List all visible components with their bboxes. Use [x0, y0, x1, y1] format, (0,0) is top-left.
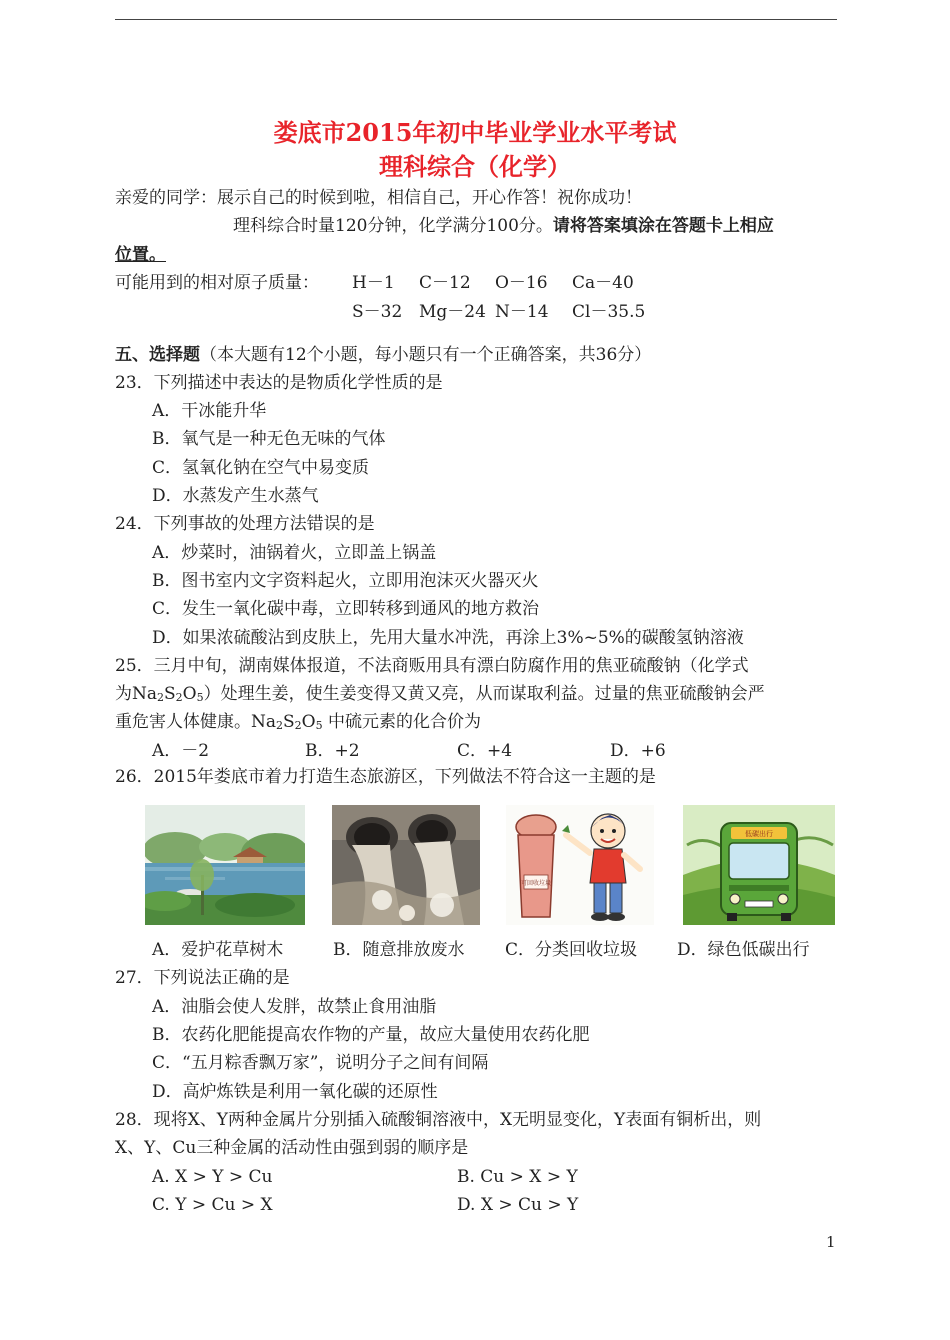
- answer-instruction: 请将答案填涂在答题卡上相应: [552, 216, 774, 236]
- subscript: 2: [157, 691, 165, 704]
- top-rule: [115, 19, 837, 20]
- q28-stem-line2: X、Y、Cu三种金属的活动性由强到弱的顺序是: [115, 1138, 469, 1158]
- q25-text: 重危害人体健康。Na: [115, 712, 277, 732]
- q26-option-c: C．分类回收垃圾: [505, 940, 638, 960]
- q24-option-d: D．如果浓硫酸沾到皮肤上，先用大量水冲洗，再涂上3%~5%的碳酸氢钠溶液: [152, 628, 744, 648]
- q25-text: 为Na: [115, 684, 158, 704]
- q26-stem: 26．2015年娄底市着力打造生态旅游区，下列做法不符合这一主题的是: [115, 767, 656, 787]
- q25-text: O: [182, 684, 197, 704]
- bus-destination-sign: 低碳出行: [745, 830, 773, 838]
- q27-option-a: A．油脂会使人发胖，故禁止食用油脂: [152, 997, 437, 1017]
- q25-text: O: [301, 712, 316, 732]
- q25-text: S: [164, 684, 176, 704]
- subscript: 2: [294, 719, 302, 732]
- q23-option-c: C．氢氧化钠在空气中易变质: [152, 458, 370, 478]
- q25-stem-line1: 25．三月中旬，湖南媒体报道，不法商贩用具有漂白防腐作用的焦亚硫酸钠（化学式: [115, 656, 749, 676]
- q28-option-b: B. Cu > X > Y: [457, 1167, 578, 1187]
- atomic-mass-c: C－12: [419, 273, 471, 293]
- section-heading: 五、选择题: [115, 345, 200, 365]
- q25-stem-line2: [115, 682, 765, 706]
- q26-option-a: A．爱护花草树木: [152, 940, 284, 960]
- q23-option-b: B．氧气是一种无色无味的气体: [152, 429, 386, 449]
- q28-stem-line1: 28．现将X、Y两种金属片分别插入硫酸铜溶液中，X无明显变化，Y表面有铜析出，则: [115, 1110, 762, 1130]
- q25-text: 中硫元素的化合价为: [322, 712, 482, 732]
- q28-option-c: C. Y > Cu > X: [152, 1195, 273, 1215]
- recycling-image: [506, 805, 654, 925]
- subscript: 5: [315, 719, 323, 732]
- subscript: 2: [175, 691, 183, 704]
- subscript: 2: [276, 719, 284, 732]
- q27-option-d: D．高炉炼铁是利用一氧化碳的还原性: [152, 1082, 438, 1102]
- q26-option-d: D．绿色低碳出行: [677, 940, 810, 960]
- q24-stem: 24．下列事故的处理方法错误的是: [115, 514, 375, 534]
- exam-subtitle: 理科综合（化学）: [379, 152, 571, 181]
- q28-option-a: A. X > Y > Cu: [152, 1167, 273, 1187]
- green-bus-image: [683, 805, 835, 925]
- q24-option-b: B．图书室内文字资料起火，立即用泡沫灭火器灭火: [152, 571, 539, 591]
- section-heading-line: [115, 343, 651, 367]
- exam-title: 娄底市2015年初中毕业学业水平考试: [273, 118, 677, 147]
- q27-option-b: B．农药化肥能提高农作物的产量，故应大量使用农药化肥: [152, 1025, 590, 1045]
- atomic-mass-ca: Ca－40: [572, 273, 634, 293]
- q25-text: S: [283, 712, 295, 732]
- subscript: 5: [196, 691, 204, 704]
- q24-option-c: C．发生一氧化碳中毒，立即转移到通风的地方救治: [152, 599, 540, 619]
- time-info-line: [233, 214, 774, 238]
- answer-instruction-tail: 位置。: [115, 245, 166, 265]
- q27-option-c: C．“五月粽香飘万家”，说明分子之间有间隔: [152, 1053, 489, 1073]
- q26-option-b: B．随意排放废水: [333, 940, 465, 960]
- q24-option-a: A．炒菜时，油锅着火，立即盖上锅盖: [152, 543, 437, 563]
- atomic-mass-h: H－1: [352, 273, 395, 293]
- atomic-mass-cl: Cl－35.5: [572, 302, 646, 322]
- q28-option-d: D. X > Cu > Y: [457, 1195, 579, 1215]
- q25-option-b: B．+2: [305, 741, 360, 761]
- greeting: 亲爱的同学：展示自己的时候到啦，相信自己，开心作答！祝你成功！: [115, 188, 642, 208]
- q25-option-a: A．－2: [152, 741, 210, 761]
- recycling-bin-label: 可回收垃圾: [520, 880, 552, 887]
- q23-option-d: D．水蒸发产生水蒸气: [152, 486, 319, 506]
- time-info: 理科综合时量120分钟，化学满分100分。: [233, 216, 553, 236]
- atomic-mass-s: S－32: [352, 302, 403, 322]
- atomic-mass-n: N－14: [495, 302, 549, 322]
- q23-option-a: A．干冰能升华: [152, 401, 267, 421]
- q27-stem: 27．下列说法正确的是: [115, 968, 290, 988]
- q25-option-c: C．+4: [457, 741, 513, 761]
- q25-text: ）处理生姜，使生姜变得又黄又亮，从而谋取利益。过量的焦亚硫酸钠会严: [203, 684, 765, 704]
- atomic-mass-mg: Mg－24: [419, 302, 486, 322]
- section-note: （本大题有12个小题，每小题只有一个正确答案，共36分）: [200, 345, 652, 365]
- q25-option-d: D．+6: [610, 741, 666, 761]
- atomic-mass-label: 可能用到的相对原子质量：: [115, 273, 319, 293]
- page-number: 1: [826, 1233, 836, 1251]
- q23-stem: 23．下列描述中表达的是物质化学性质的是: [115, 373, 443, 393]
- q25-stem-line3: [115, 710, 481, 734]
- waste-water-image: [332, 805, 480, 925]
- atomic-mass-o: O－16: [495, 273, 548, 293]
- lake-park-image: [145, 805, 305, 925]
